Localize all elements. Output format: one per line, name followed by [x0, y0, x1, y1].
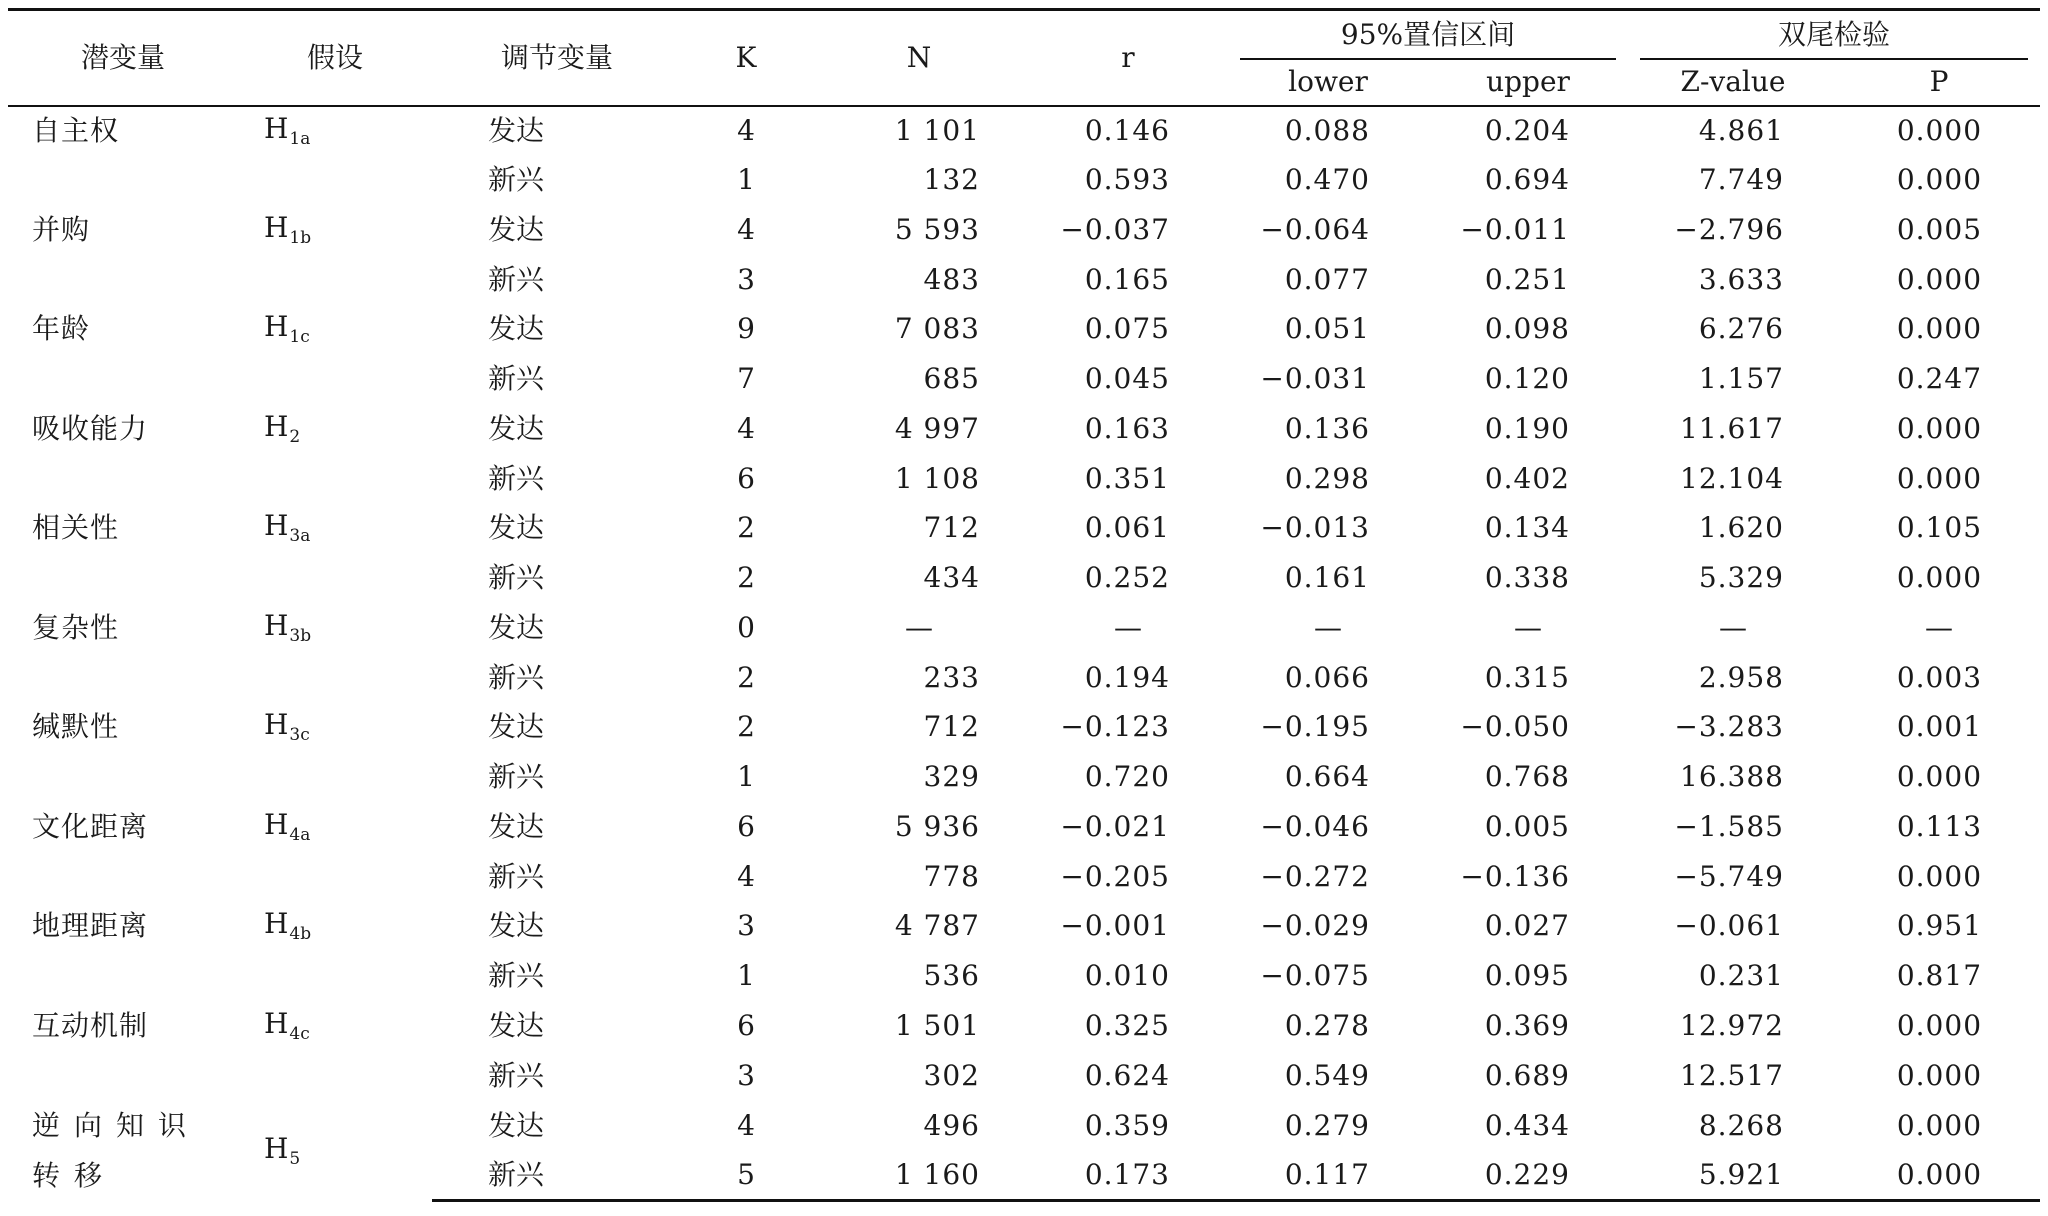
cell-ci-lower: −0.046 — [1260, 809, 1370, 843]
cell-hypothesis — [238, 354, 432, 404]
table-row — [8, 703, 2040, 753]
cell-r: 0.010 — [1084, 959, 1170, 993]
cell-p: — — [1925, 610, 1953, 644]
header-hypothesis: 假设 — [238, 10, 432, 106]
table-body — [8, 106, 2040, 1201]
cell-n: 5 936 — [894, 809, 980, 843]
cell-hypothesis — [238, 1001, 432, 1051]
cell-ci-upper: 0.402 — [1484, 461, 1570, 495]
cell-ci-lower: 0.051 — [1284, 312, 1370, 346]
cell-latent-variable: 逆向知识转移 — [32, 1108, 201, 1192]
cell-moderator: 发达 — [488, 411, 545, 445]
cell-latent-variable — [8, 354, 238, 404]
table-row — [8, 205, 2040, 255]
cell-r: 0.173 — [1028, 1151, 1228, 1201]
cell-ci-upper: −0.136 — [1460, 859, 1570, 893]
hypothesis-subscript: 1c — [289, 327, 310, 348]
cell-n: 536 — [923, 959, 980, 993]
cell-latent-variable: 互动机制 — [32, 1008, 149, 1042]
cell-ci-lower: 0.664 — [1284, 760, 1370, 794]
cell-ci-lower: 0.117 — [1228, 1151, 1428, 1201]
cell-z-value: 12.104 — [1680, 461, 1784, 495]
cell-moderator: 发达 — [488, 511, 545, 545]
cell-p: 0.000 — [1896, 113, 1983, 147]
cell-r: 0.593 — [1084, 163, 1170, 197]
cell-ci-upper: 0.768 — [1484, 760, 1570, 794]
cell-z-value: 5.921 — [1628, 1151, 1838, 1201]
table-row — [8, 1001, 2040, 1051]
cell-ci-lower: −0.013 — [1260, 511, 1370, 545]
cell-latent-variable: 相关性 — [32, 511, 120, 545]
cell-ci-lower: 0.077 — [1284, 262, 1370, 296]
cell-z-value: −3.283 — [1674, 710, 1784, 744]
cell-ci-lower: 0.298 — [1284, 461, 1370, 495]
header-ci-group — [1228, 10, 1628, 60]
cell-hypothesis — [238, 205, 432, 255]
cell-p: 0.003 — [1896, 660, 1983, 694]
cell-z-value: −2.796 — [1674, 212, 1784, 246]
cell-latent-variable — [8, 255, 238, 305]
cell-z-value: 7.749 — [1698, 163, 1784, 197]
cell-hypothesis — [238, 155, 432, 205]
cell-r: −0.123 — [1060, 710, 1170, 744]
cell-r: 0.351 — [1084, 461, 1170, 495]
cell-z-value: 0.231 — [1698, 959, 1784, 993]
header-test-group-label: 双尾检验 — [1778, 18, 1891, 52]
cell-r: 0.045 — [1084, 362, 1170, 396]
cell-moderator: 新兴 — [488, 262, 545, 296]
table-row — [8, 255, 2040, 305]
cell-k: 1 — [737, 760, 755, 794]
cell-n: 778 — [923, 859, 980, 893]
cell-ci-lower: 0.549 — [1284, 1058, 1370, 1092]
header-p: P — [1838, 60, 2040, 106]
cell-ci-upper: 0.095 — [1484, 959, 1570, 993]
cell-ci-upper: 0.120 — [1484, 362, 1570, 396]
cell-latent-variable: 吸收能力 — [32, 411, 149, 445]
table-row — [8, 653, 2040, 703]
cell-ci-lower: −0.075 — [1260, 959, 1370, 993]
cell-hypothesis — [238, 902, 432, 952]
cell-z-value: 16.388 — [1680, 760, 1784, 794]
cell-moderator: 新兴 — [432, 1151, 682, 1201]
cell-n: 685 — [923, 362, 980, 396]
cell-hypothesis — [238, 255, 432, 305]
cell-k: 3 — [737, 1058, 755, 1092]
cell-moderator: 发达 — [488, 212, 545, 246]
hypothesis-letter: H — [264, 1006, 289, 1040]
cell-r: — — [1114, 610, 1142, 644]
cell-ci-upper: 0.190 — [1484, 411, 1570, 445]
header-n: N — [810, 10, 1028, 106]
cell-ci-lower: 0.066 — [1284, 660, 1370, 694]
cell-hypothesis — [238, 951, 432, 1001]
cell-ci-upper: 0.098 — [1484, 312, 1570, 346]
cell-moderator: 发达 — [488, 113, 545, 147]
cell-hypothesis — [238, 404, 432, 454]
cell-ci-upper: 0.204 — [1484, 113, 1570, 147]
cell-p: 0.000 — [1896, 312, 1983, 346]
table-row — [8, 354, 2040, 404]
cell-p: 0.000 — [1896, 1008, 1983, 1042]
cell-ci-upper: −0.011 — [1460, 212, 1570, 246]
cell-moderator: 发达 — [488, 809, 545, 843]
cell-hypothesis — [238, 852, 432, 902]
cell-r: 0.194 — [1084, 660, 1170, 694]
cell-moderator: 发达 — [488, 312, 545, 346]
hypothesis-letter: H — [264, 807, 289, 841]
hypothesis-letter: H — [264, 210, 289, 244]
cell-k: 3 — [737, 262, 755, 296]
cell-r: 0.252 — [1084, 561, 1170, 595]
cell-ci-lower: 0.470 — [1284, 163, 1370, 197]
cell-ci-upper: 0.005 — [1484, 809, 1570, 843]
cell-moderator: 发达 — [488, 710, 545, 744]
cell-z-value: 8.268 — [1698, 1108, 1784, 1142]
table-row — [8, 951, 2040, 1001]
cell-z-value: 5.329 — [1698, 561, 1784, 595]
cell-hypothesis — [238, 802, 432, 852]
table-row — [8, 553, 2040, 603]
cell-hypothesis — [238, 752, 432, 802]
cell-n: 7 083 — [894, 312, 980, 346]
cell-p: 0.000 — [1896, 760, 1983, 794]
cell-n: 483 — [923, 262, 980, 296]
cell-ci-lower: 0.161 — [1284, 561, 1370, 595]
cell-moderator: 新兴 — [488, 362, 545, 396]
cell-moderator: 发达 — [488, 610, 545, 644]
cell-latent-variable — [8, 155, 238, 205]
hypothesis-letter: H — [264, 111, 289, 145]
cell-latent-variable: 缄默性 — [32, 710, 120, 744]
cell-n: 132 — [923, 163, 980, 197]
hypothesis-subscript: 4c — [289, 1023, 310, 1044]
cell-ci-lower: 0.279 — [1284, 1108, 1370, 1142]
cell-p: 0.000 — [1896, 461, 1983, 495]
cell-moderator: 新兴 — [488, 461, 545, 495]
cell-hypothesis — [238, 703, 432, 753]
cell-z-value: 3.633 — [1698, 262, 1784, 296]
cell-z-value: 4.861 — [1698, 113, 1784, 147]
cell-moderator: 发达 — [488, 1108, 545, 1142]
table-row — [8, 305, 2040, 355]
cell-moderator: 新兴 — [488, 1058, 545, 1092]
table-row — [8, 1101, 2040, 1151]
table-row — [8, 404, 2040, 454]
hypothesis-letter: H — [264, 310, 289, 344]
cell-z-value: 11.617 — [1680, 411, 1784, 445]
cell-ci-upper: 0.134 — [1484, 511, 1570, 545]
cell-hypothesis — [238, 106, 432, 156]
cell-p: 0.951 — [1896, 909, 1983, 943]
table-row — [8, 106, 2040, 156]
cell-r: 0.325 — [1084, 1008, 1170, 1042]
cell-ci-upper: 0.369 — [1484, 1008, 1570, 1042]
cell-latent-variable — [8, 553, 238, 603]
cell-p: 0.113 — [1896, 809, 1983, 843]
cell-z-value: 12.517 — [1680, 1058, 1784, 1092]
table-row — [8, 504, 2040, 554]
cell-z-value: 6.276 — [1698, 312, 1784, 346]
header-latent-variable: 潜变量 — [8, 10, 238, 106]
table-header — [8, 10, 2040, 106]
cell-ci-lower: — — [1314, 610, 1342, 644]
cell-latent-variable: 文化距离 — [32, 809, 149, 843]
cell-hypothesis — [238, 1051, 432, 1101]
hypothesis-subscript: 3a — [289, 526, 311, 547]
table-row — [8, 603, 2040, 653]
hypothesis-subscript: 4a — [289, 824, 311, 845]
cell-k: 6 — [737, 461, 755, 495]
cell-n: 712 — [923, 710, 980, 744]
header-ci-group-label: 95%置信区间 — [1340, 18, 1516, 52]
cell-hypothesis — [238, 603, 432, 653]
cell-k: 6 — [737, 1008, 755, 1042]
cell-p: 0.817 — [1896, 959, 1983, 993]
cell-p: 0.000 — [1896, 859, 1983, 893]
cell-z-value: −1.585 — [1674, 809, 1784, 843]
cell-ci-lower: 0.136 — [1284, 411, 1370, 445]
cell-ci-upper: 0.251 — [1484, 262, 1570, 296]
cell-hypothesis — [238, 504, 432, 554]
cell-latent-variable — [8, 752, 238, 802]
cell-hypothesis — [238, 553, 432, 603]
cell-hypothesis — [238, 653, 432, 703]
cell-n: 434 — [923, 561, 980, 595]
cell-k: 4 — [737, 411, 755, 445]
hypothesis-letter: H — [264, 708, 289, 742]
cell-hypothesis — [238, 1101, 432, 1201]
cell-ci-lower: 0.278 — [1284, 1008, 1370, 1042]
cell-p: 0.001 — [1896, 710, 1983, 744]
cell-latent-variable: 年龄 — [32, 312, 91, 346]
cell-k: 2 — [737, 561, 755, 595]
cell-k: 1 — [737, 163, 755, 197]
cell-z-value: 2.958 — [1698, 660, 1784, 694]
cell-p: 0.247 — [1896, 362, 1983, 396]
cell-k: 7 — [737, 362, 755, 396]
cell-r: −0.021 — [1060, 809, 1170, 843]
cell-n: 1 101 — [894, 113, 980, 147]
cell-latent-variable: 并购 — [32, 212, 91, 246]
cell-p: 0.000 — [1896, 163, 1983, 197]
cell-k: 0 — [737, 610, 755, 644]
cell-latent-variable — [8, 454, 238, 504]
cell-n: 329 — [923, 760, 980, 794]
cell-latent-variable — [8, 852, 238, 902]
cell-z-value: 1.157 — [1698, 362, 1784, 396]
meta-analysis-table — [8, 8, 2040, 1202]
cell-n: 4 787 — [894, 909, 980, 943]
cell-ci-upper: 0.689 — [1484, 1058, 1570, 1092]
hypothesis-letter: H — [264, 608, 289, 642]
cell-moderator: 发达 — [488, 1008, 545, 1042]
table-row — [8, 752, 2040, 802]
cell-moderator: 新兴 — [488, 660, 545, 694]
cell-r: 0.075 — [1084, 312, 1170, 346]
cell-moderator: 发达 — [488, 909, 545, 943]
cell-z-value: −5.749 — [1674, 859, 1784, 893]
cell-r: 0.165 — [1084, 262, 1170, 296]
cell-latent-variable: 地理距离 — [32, 909, 149, 943]
cell-p: 0.000 — [1838, 1151, 2040, 1201]
cell-k: 2 — [737, 660, 755, 694]
cell-moderator: 新兴 — [488, 561, 545, 595]
cell-p: 0.000 — [1896, 262, 1983, 296]
cell-k: 6 — [737, 809, 755, 843]
cell-ci-lower: −0.272 — [1260, 859, 1370, 893]
hypothesis-subscript: 5 — [289, 1148, 301, 1169]
cell-n: — — [905, 610, 933, 644]
cell-n: 302 — [923, 1058, 980, 1092]
cell-ci-upper: 0.315 — [1484, 660, 1570, 694]
cell-r: 0.061 — [1084, 511, 1170, 545]
header-moderator: 调节变量 — [432, 10, 682, 106]
header-ci-lower: lower — [1228, 60, 1428, 106]
cell-k: 2 — [737, 710, 755, 744]
cell-p: 0.000 — [1896, 411, 1983, 445]
cell-latent-variable: 自主权 — [32, 113, 120, 147]
cell-k: 4 — [737, 859, 755, 893]
hypothesis-subscript: 1a — [289, 128, 311, 149]
cell-ci-upper: 0.338 — [1484, 561, 1570, 595]
table-row — [8, 155, 2040, 205]
table-row — [8, 454, 2040, 504]
cell-ci-upper: 0.027 — [1484, 909, 1570, 943]
cell-p: 0.105 — [1896, 511, 1983, 545]
cell-ci-upper: 0.229 — [1428, 1151, 1628, 1201]
header-ci-upper: upper — [1428, 60, 1628, 106]
hypothesis-letter: H — [264, 1131, 289, 1165]
cell-r: −0.001 — [1060, 909, 1170, 943]
cell-moderator: 新兴 — [488, 959, 545, 993]
header-z-value: Z-value — [1628, 60, 1838, 106]
cell-ci-upper: 0.694 — [1484, 163, 1570, 197]
header-test-group — [1628, 10, 2040, 60]
cell-ci-upper: — — [1514, 610, 1542, 644]
cell-ci-lower: −0.064 — [1260, 212, 1370, 246]
cell-n: 1 501 — [894, 1008, 980, 1042]
table-row — [8, 902, 2040, 952]
cell-k: 4 — [737, 1108, 755, 1142]
cell-hypothesis — [238, 305, 432, 355]
cell-n: 1 108 — [894, 461, 980, 495]
cell-ci-lower: 0.088 — [1284, 113, 1370, 147]
hypothesis-subscript: 3b — [289, 625, 312, 646]
cell-r: 0.146 — [1084, 113, 1170, 147]
table-row — [8, 802, 2040, 852]
cell-n: 4 997 — [894, 411, 980, 445]
cell-latent-variable: 复杂性 — [32, 610, 120, 644]
hypothesis-subscript: 2 — [289, 426, 301, 447]
table-row — [8, 852, 2040, 902]
cell-latent-variable — [8, 1051, 238, 1101]
cell-p: 0.000 — [1896, 561, 1983, 595]
hypothesis-subscript: 4b — [289, 924, 312, 945]
cell-k: 4 — [737, 113, 755, 147]
cell-z-value: 1.620 — [1698, 511, 1784, 545]
hypothesis-subscript: 1b — [289, 227, 312, 248]
cell-ci-lower: −0.029 — [1260, 909, 1370, 943]
cell-moderator: 新兴 — [488, 859, 545, 893]
cell-k: 4 — [737, 212, 755, 246]
cell-k: 3 — [737, 909, 755, 943]
cell-p: 0.005 — [1896, 212, 1983, 246]
cell-r: 0.163 — [1084, 411, 1170, 445]
cell-k: 9 — [737, 312, 755, 346]
header-k: K — [682, 10, 810, 106]
cell-n: 496 — [923, 1108, 980, 1142]
cell-r: 0.624 — [1084, 1058, 1170, 1092]
cell-ci-upper: 0.434 — [1484, 1108, 1570, 1142]
cell-n: 5 593 — [894, 212, 980, 246]
header-ci-rule — [1240, 58, 1616, 60]
cell-z-value: −0.061 — [1674, 909, 1784, 943]
cell-k: 2 — [737, 511, 755, 545]
cell-n: 1 160 — [810, 1151, 1028, 1201]
cell-ci-upper: −0.050 — [1460, 710, 1570, 744]
cell-p: 0.000 — [1896, 1058, 1983, 1092]
cell-r: 0.720 — [1084, 760, 1170, 794]
cell-ci-lower: −0.031 — [1260, 362, 1370, 396]
hypothesis-subscript: 3c — [289, 725, 310, 746]
cell-k: 1 — [737, 959, 755, 993]
cell-ci-lower: −0.195 — [1260, 710, 1370, 744]
hypothesis-letter: H — [264, 509, 289, 543]
header-test-rule — [1640, 58, 2028, 60]
cell-p: 0.000 — [1896, 1108, 1983, 1142]
cell-latent-variable — [8, 951, 238, 1001]
header-r: r — [1028, 10, 1228, 106]
cell-z-value: — — [1719, 610, 1747, 644]
cell-r: 0.359 — [1084, 1108, 1170, 1142]
cell-r: −0.205 — [1060, 859, 1170, 893]
cell-moderator: 新兴 — [488, 760, 545, 794]
cell-k: 5 — [682, 1151, 810, 1201]
cell-n: 712 — [923, 511, 980, 545]
cell-r: −0.037 — [1060, 212, 1170, 246]
hypothesis-letter: H — [264, 409, 289, 443]
cell-n: 233 — [923, 660, 980, 694]
hypothesis-letter: H — [264, 907, 289, 941]
cell-hypothesis — [238, 454, 432, 504]
cell-latent-variable — [8, 653, 238, 703]
cell-z-value: 12.972 — [1680, 1008, 1784, 1042]
cell-moderator: 新兴 — [488, 163, 545, 197]
table-row — [8, 1051, 2040, 1101]
